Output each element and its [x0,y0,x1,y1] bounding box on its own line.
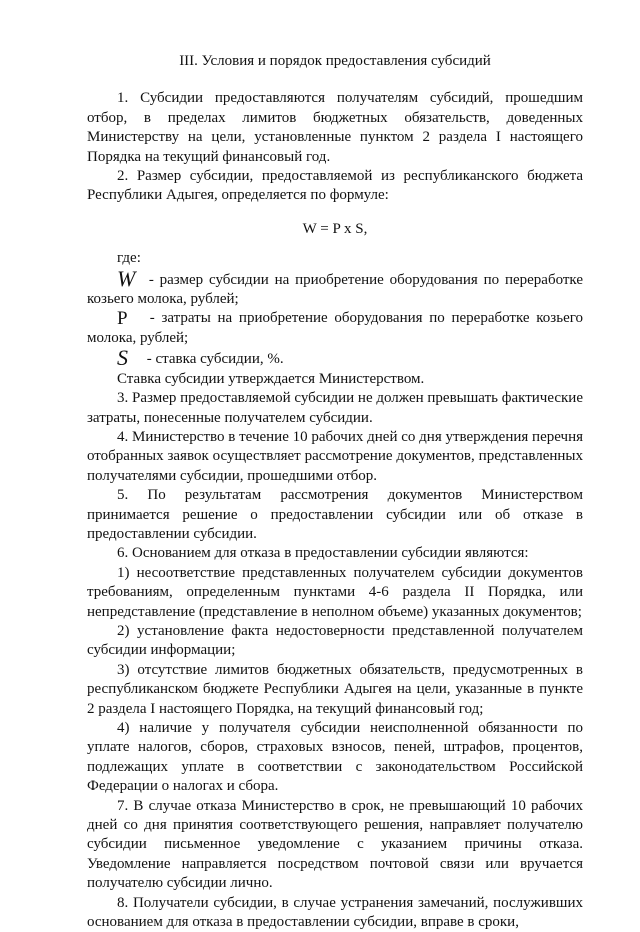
paragraph-1: 1. Субсидии предоставляются получателям субсидий, прошедшим отбор, в пределах лимитов бюджетных обязательств, доведенных Министерству на цели, установленные пунктом 2 раздела I настоящего Порядка на текущий финансовый год. [87,90,583,165]
paragraph-4: 4. Министерство в течение 10 рабочих дней со дня утверждения перечня отобранных заявок осуществляет рассмотрение документов, представленных получателями субсидии, прошедшими отбор. [87,428,583,484]
rate-statement: Ставка субсидии утверждается Министерством. [117,370,425,387]
paragraph-5: 5. По результатам рассмотрения документов Министерством принимается решение о предоставлении субсидии или об отказе в предоставлении субсидии. [87,487,583,542]
variable-s-text: - ставка субсидии, %. [146,351,284,368]
where-label: где: [117,250,141,267]
variable-w-symbol: W [117,265,136,291]
variable-w-definition [87,265,583,310]
variable-p-text: - затраты на приобретение оборудования по переработке козьего молока, рублей; [87,310,583,346]
variable-w-text: - размер субсидии на приобретение оборудования по переработке козьего молока, рублей; [87,271,583,308]
variable-p-symbol: P [117,308,128,330]
paragraph-6: 6. Основанием для отказа в предоставлении субсидии являются: [117,545,529,562]
variable-s-symbol: S [117,345,128,371]
variable-s-definition [87,345,583,371]
paragraph-3: 3. Размер предоставляемой субсидии не должен превышать фактические затраты, понесенные получателем субсидии. [87,390,583,426]
paragraph-6-item-4: 4) наличие у получателя субсидии неисполненной обязанности по уплате налогов, сборов, страховых взносов, пеней, штрафов, процентов, подлежащих уплате в соответствии с законодательством Российской Федерации о налогах и сбора. [87,720,583,795]
paragraph-2: 2. Размер субсидии, предоставляемой из республиканского бюджета Республики Адыгея, определяется по формуле: [87,168,583,204]
paragraph-6-item-3: 3) отсутствие лимитов бюджетных обязательств, предусмотренных в республиканском бюджете Республики Адыгея на цели, указанные в пункте 2 раздела I настоящего Порядка, на текущий финансовый год; [87,661,583,717]
paragraph-6-item-2: 2) установление факта недостоверности представленной получателем субсидии информации; [87,622,583,659]
variable-p-definition [87,309,583,348]
formula: W = P x S, [302,220,368,237]
paragraph-6-item-1: 1) несоответствие представленных получателем субсидии документов требованиям, определенным пунктами 4-6 раздела II Порядка, или непредставление (представление в неполном объеме) указанных документов; [87,564,583,620]
section-heading: III. Условия и порядок предоставления субсидий [179,53,491,69]
paragraph-8: 8. Получатели субсидии, в случае устранения замечаний, послуживших основанием для отказа в предоставлении субсидии, вправе в сроки, [87,894,583,931]
paragraph-7: 7. В случае отказа Министерство в срок, не превышающий 10 рабочих дней со дня принятия соответствующего решения, направляет получателю субсидии письменное уведомление с указанием причины отказа. Уведомление направляется посредством почтовой связи или вручается получателю субсидии лично. [87,797,583,892]
